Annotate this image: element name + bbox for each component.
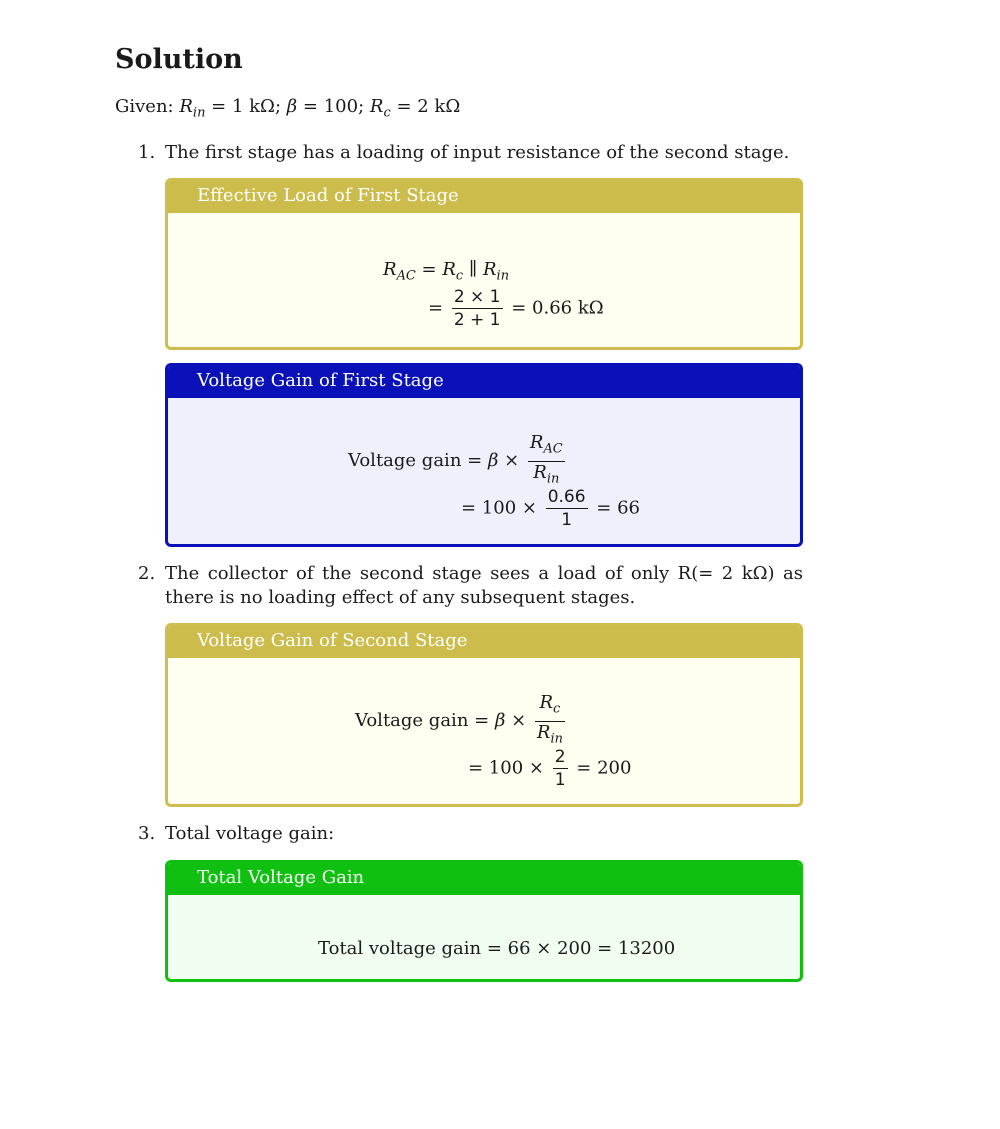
list-item-number: 1. — [138, 142, 156, 163]
effective-load-box — [165, 178, 803, 350]
equation-line-1: $R_{AC} = R_c$ ∥ $R_{in}$ — [383, 259, 510, 284]
gain-second-stage-box — [165, 623, 803, 807]
list-item-text: The collector of the second stage sees a load of only R(= 2 kΩ) as there is no loading effect of any subsequent stages. — [165, 563, 803, 608]
given-label: Given: — [115, 96, 174, 117]
given-line: Given: $R_{in} = 1$ kΩ; β = 100; $R_c = 2$ kΩ — [115, 96, 461, 121]
fraction-numerator: 2 — [554, 747, 566, 767]
box-title: Effective Load of First Stage — [168, 181, 800, 213]
equation-label: Voltage gain — [348, 450, 462, 472]
gain-first-stage-box — [165, 363, 803, 547]
fraction: $\frac{R_c}{R_{in}}$ — [536, 692, 563, 747]
fraction-numerator: 0.66 — [547, 487, 586, 507]
fraction-numerator: 2 × 1 — [453, 287, 501, 307]
list-item-number: 2. — [138, 563, 156, 584]
fraction-denominator: 1 — [561, 510, 573, 530]
equation-line-2 — [461, 486, 640, 531]
equation-line-2: = $\frac{2 \times 1}{2 + 1}$ = 0.66 kΩ — [428, 287, 604, 330]
equation-line-1: Voltage gain = β × $\frac{R_{AC}}{R_{in}}$ — [348, 432, 568, 490]
page-title: Solution — [115, 44, 243, 75]
fraction: $\frac{R_{AC}}{R_{in}}$ — [529, 432, 563, 487]
box-title: Total Voltage Gain — [168, 863, 800, 895]
equation-line-1: Voltage gain = β × $\frac{R_c}{R_{in}}$ — [355, 692, 568, 750]
equation-label: Voltage gain — [355, 710, 469, 732]
list-item-text: The first stage has a loading of input resistance of the second stage. — [165, 142, 790, 163]
list-item-number: 3. — [138, 823, 156, 844]
equation-multiplier: = 100 × — [461, 497, 537, 519]
fraction — [546, 486, 588, 531]
given-rc: = 2 kΩ — [396, 96, 461, 117]
fraction-denominator: 2 + 1 — [453, 310, 501, 330]
fraction — [553, 746, 568, 791]
total-gain-equation: Total voltage gain = 66 × 200 = 13200 — [318, 938, 676, 959]
parallel-symbol: ∥ — [468, 259, 478, 280]
fraction-denominator: 1 — [554, 770, 566, 790]
equation-result: = 0.66 kΩ — [511, 297, 604, 319]
given-rin: = 1 kΩ; — [211, 96, 282, 117]
equation-multiplier: = 100 × — [468, 757, 544, 779]
fraction — [452, 286, 503, 331]
equation-line-2 — [468, 746, 631, 791]
given-beta: = 100; — [302, 96, 365, 117]
equation-result: = 200 — [576, 757, 632, 779]
box-title: Voltage Gain of Second Stage — [168, 626, 800, 658]
total-gain-box — [165, 860, 803, 982]
box-title: Voltage Gain of First Stage — [168, 366, 800, 398]
equation-result: = 66 — [596, 497, 641, 519]
list-item-text: Total voltage gain: — [165, 823, 335, 844]
